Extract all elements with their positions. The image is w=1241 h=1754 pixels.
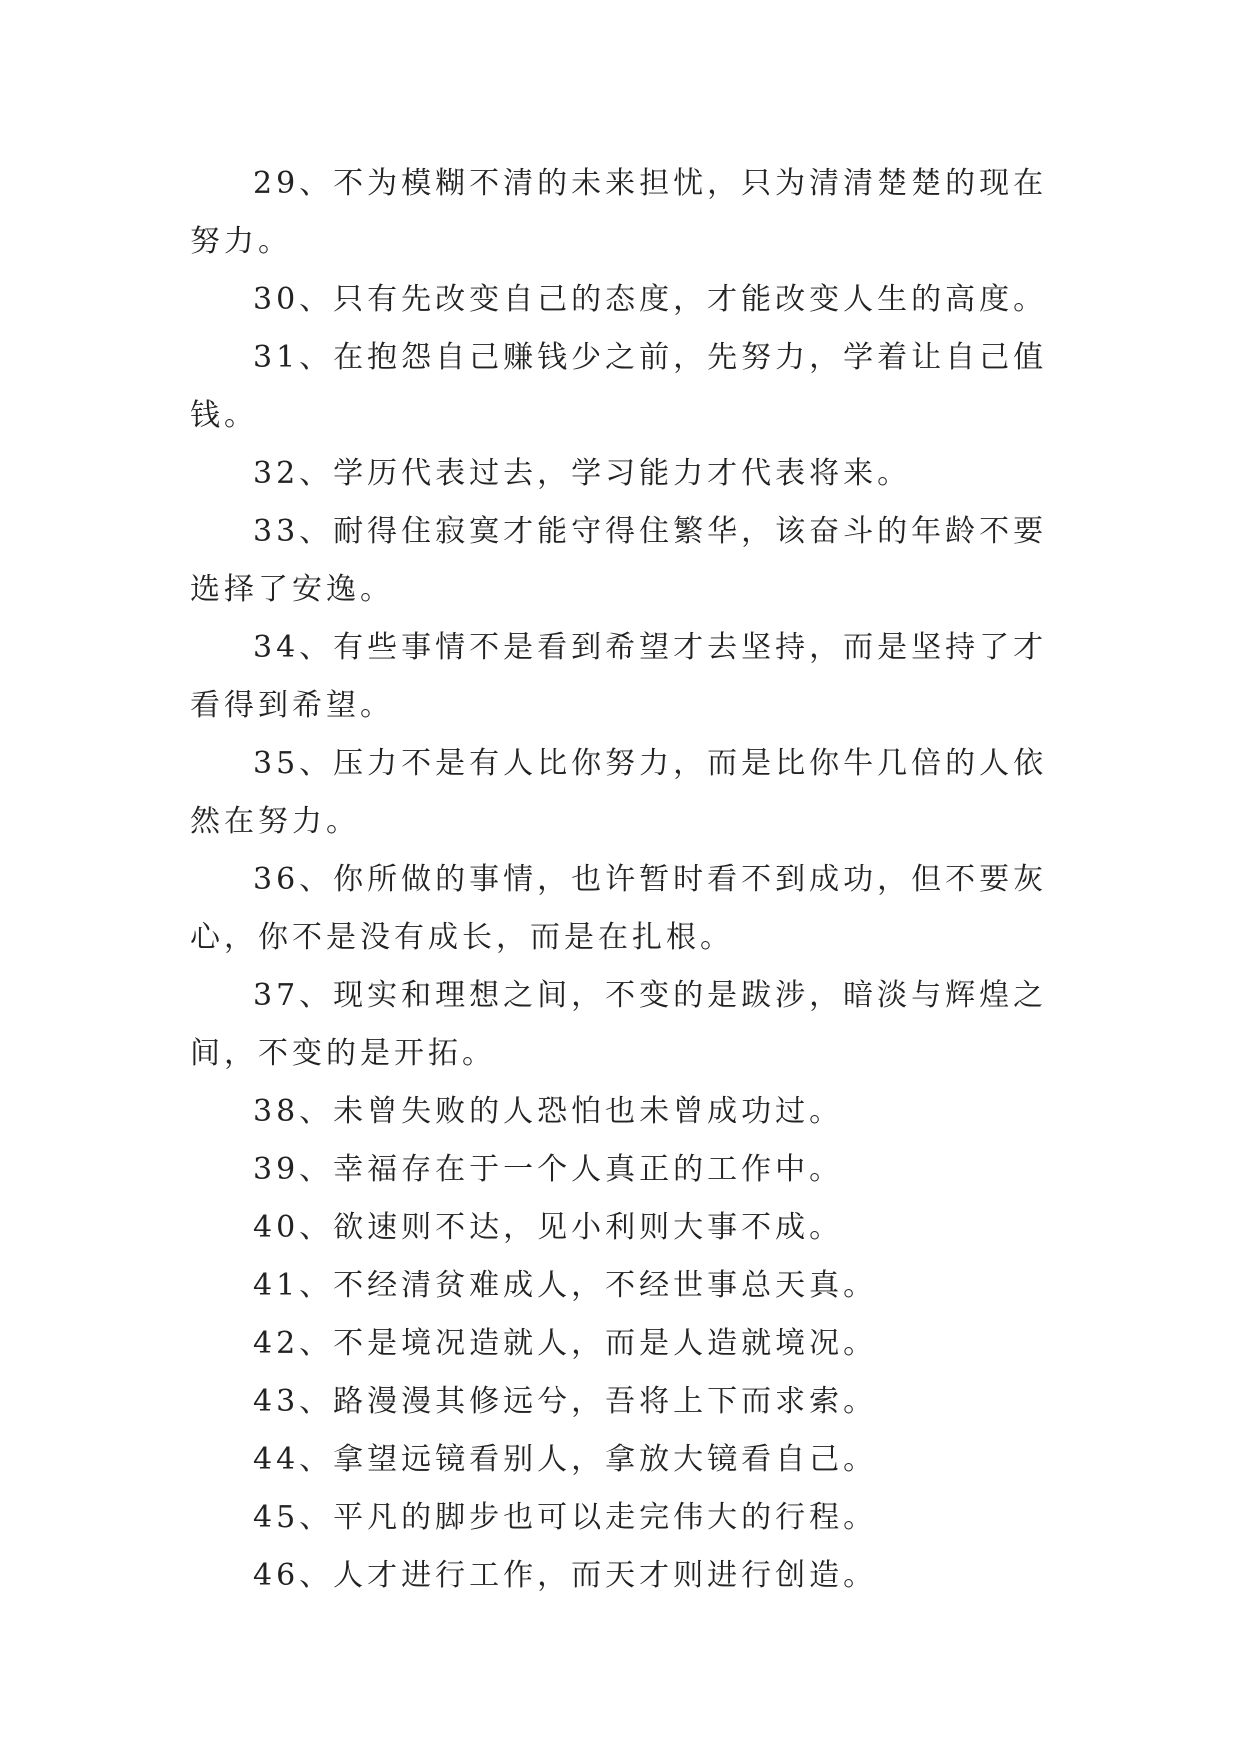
paragraph-31: 31、在抱怨自己赚钱少之前，先努力，学着让自己值钱。 (190, 340, 1048, 433)
paragraph-35: 35、压力不是有人比你努力，而是比你牛几倍的人依然在努力。 (190, 746, 1048, 839)
paragraph-41: 41、不经清贫难成人，不经世事总天真。 (253, 1268, 878, 1303)
paragraph-44: 44、拿望远镜看别人，拿放大镜看自己。 (253, 1442, 878, 1477)
paragraph-32: 32、学历代表过去，学习能力才代表将来。 (253, 456, 912, 491)
paragraph-38: 38、未曾失败的人恐怕也未曾成功过。 (253, 1094, 844, 1129)
paragraph-33: 33、耐得住寂寞才能守得住繁华，该奋斗的年龄不要选择了安逸。 (190, 514, 1048, 607)
paragraph-30: 30、只有先改变自己的态度，才能改变人生的高度。 (253, 282, 1048, 317)
paragraph-29: 29、不为模糊不清的未来担忧，只为清清楚楚的现在努力。 (190, 166, 1048, 259)
paragraph-34: 34、有些事情不是看到希望才去坚持，而是坚持了才看得到希望。 (190, 630, 1048, 723)
paragraph-42: 42、不是境况造就人，而是人造就境况。 (253, 1326, 878, 1361)
paragraph-36: 36、你所做的事情，也许暂时看不到成功，但不要灰心，你不是没有成长，而是在扎根。 (190, 862, 1048, 955)
paragraph-46: 46、人才进行工作，而天才则进行创造。 (253, 1558, 878, 1593)
paragraph-45: 45、平凡的脚步也可以走完伟大的行程。 (253, 1500, 878, 1535)
paragraph-40: 40、欲速则不达，见小利则大事不成。 (253, 1210, 844, 1245)
paragraph-37: 37、现实和理想之间，不变的是跋涉，暗淡与辉煌之间，不变的是开拓。 (190, 978, 1048, 1071)
paragraph-43: 43、路漫漫其修远兮，吾将上下而求索。 (253, 1384, 878, 1419)
paragraph-39: 39、幸福存在于一个人真正的工作中。 (253, 1152, 844, 1187)
